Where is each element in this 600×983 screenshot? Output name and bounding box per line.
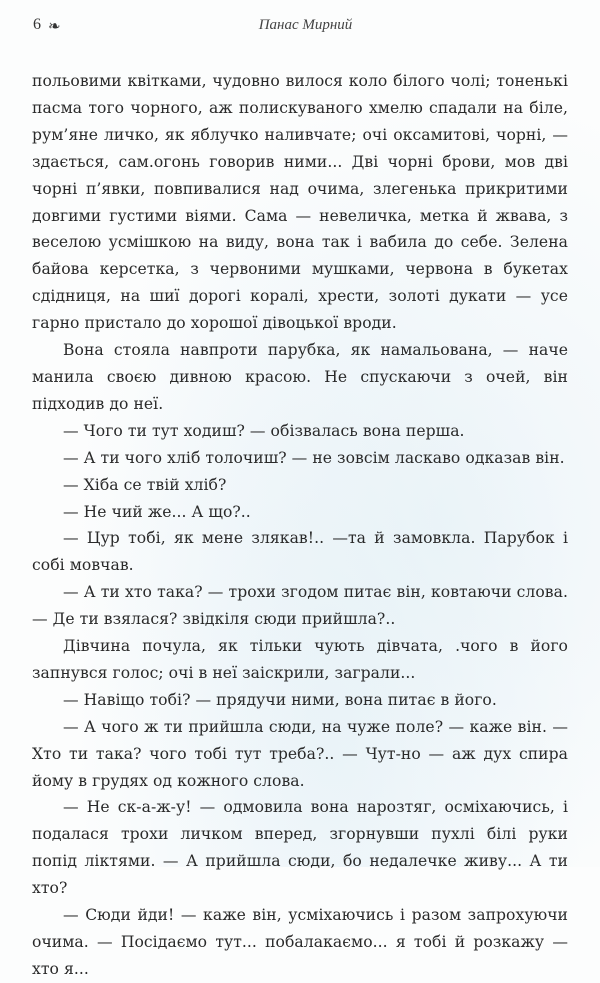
dialogue-line: — Не ск-а-ж-у! — одмовила вона нарозтяг, осміхаючись, і подалася трохи личком вперед, згорнувши пухлі білі руки попід ліктями. — А прийшла сюди, бо недалечке живу... А ти хто? xyxy=(32,798,568,898)
ornament-icon: ❧ xyxy=(48,17,61,35)
paragraph: Дівчина почула, як тільки чують дівчата, .чого в його запнувся голос; очі в неї заіскрили, заграли... xyxy=(32,637,568,682)
dialogue-line: — Сюди йди! — каже він, усміхаючись і разом запрохуючи очима. — Посідаємо тут... побалакаємо... я тобі й розкажу — хто я... xyxy=(32,906,568,978)
dialogue-line: — Навіщо тобі? — прядучи ними, вона питає в його. xyxy=(63,690,497,709)
body-text xyxy=(32,68,568,983)
dialogue-line: — А ти чого хліб толочиш? — не зовсім ласкаво одказав він. xyxy=(63,448,565,467)
dialogue-line: — А ти хто така? — трохи згодом питає він, ковтаючи слова. — Де ти взялася? звідкіля сюди прийшла?.. xyxy=(32,583,568,629)
dialogue-line: — Хіба се твій хліб? xyxy=(63,475,227,494)
dialogue-line: — Не чий же... А що?.. xyxy=(63,502,251,521)
dialogue-line: — Цур тобі, як мене злякав!.. —та й замовкла. Парубок і собі мовчав. xyxy=(32,529,568,575)
paragraph: Вона стояла навпроти парубка, як намальована, — наче манила своєю дивною красою. Не спускаючи з очей, він підходив до неї. xyxy=(32,341,568,413)
dialogue-line: — Чого ти тут ходиш? — обізвалась вона перша. xyxy=(63,421,465,440)
running-title: Панас Мирний xyxy=(258,17,353,33)
dialogue-line: — А чого ж ти прийшла сюди, на чуже поле? — каже він. — Хто ти така? чого тобі тут треба?.. — Чут-но — аж дух спира йому в грудях од кожного слова. xyxy=(32,717,568,790)
page-number: 6 xyxy=(33,16,41,33)
paragraph: польовими квітками, чудовно вилося коло білого чолі; тоненькі пасма того чорного, аж полискуваного хмелю спадали на біле, рум’яне личко, як яблучко наливчате; очі оксамитові, чорні, — здається, сам.огонь говорив ними... Дві чорні брови, мов дві чорні п’явки, повпивалися над очима, злегенька прикритими довгими густими віями. Сама — невеличка, метка й жвава, з веселою усмішкою на виду, вона так і вабила до себе. Зелена байова керсетка, з червоними мушками, червона в букетах сдідниця, на шиї дорогі коралі, хрести, золоті дукати — усе гарно пристало до хорошої дівоцької вроди. xyxy=(32,72,568,333)
page-header xyxy=(33,16,568,38)
